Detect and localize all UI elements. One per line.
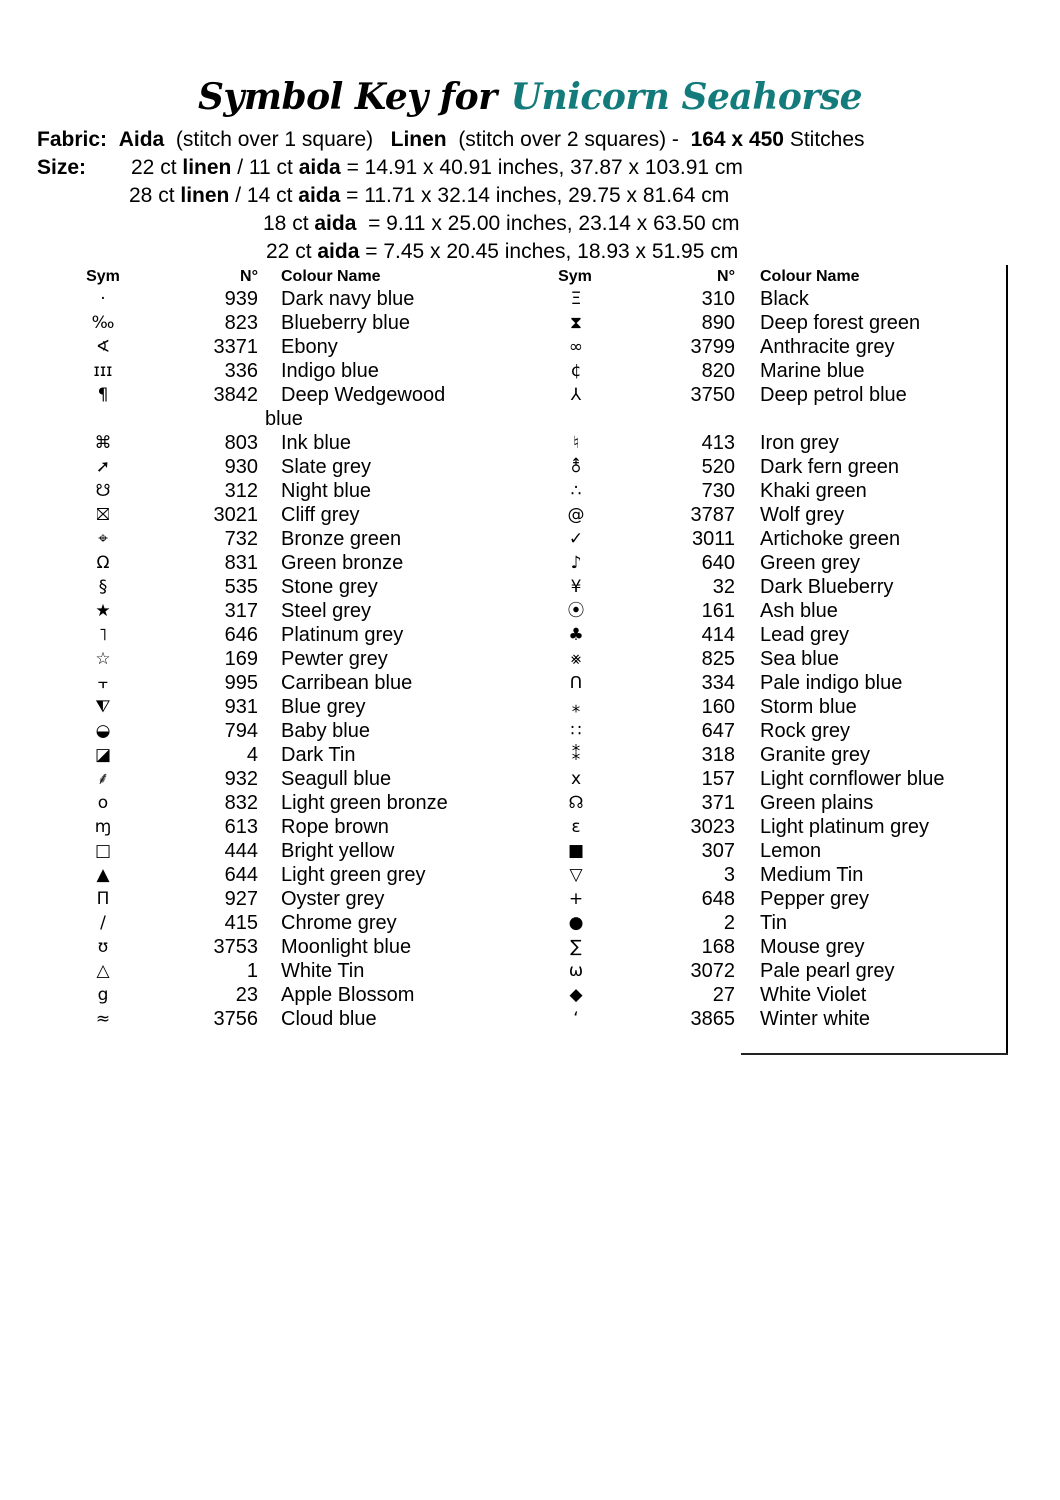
floss-number: 27 [712,984,735,1006]
colour-name: Deep forest green [760,312,921,334]
floss-number: 3865 [690,1008,735,1030]
symbol-row [0,911,1000,935]
floss-number: 3371 [213,336,258,358]
symbol-row [0,527,1000,551]
size-text: 28 ct [129,184,181,207]
floss-number: 3021 [213,504,258,526]
symbol-row [0,647,1000,671]
colour-name: Dark Blueberry [760,576,894,598]
stitch-symbol-icon: ⧨ [95,697,111,717]
floss-number: 3753 [213,936,258,958]
stitch-symbol-icon: ⛝ [96,505,110,525]
header-num: N° [717,268,735,285]
header-sym: Sym [558,268,592,285]
floss-number: 160 [701,696,735,718]
size-fabric: linen [182,156,232,179]
floss-number: 732 [224,528,258,550]
symbol-row [0,959,1000,983]
colour-name: Pale pearl grey [760,960,895,982]
fabric-linen: Linen [390,128,447,151]
colour-name: Tin [760,912,788,934]
floss-number: 3756 [213,1008,258,1030]
colour-name: Dark Tin [281,744,356,766]
floss-number: 640 [701,552,735,574]
header-colour-name: Colour Name [281,268,381,285]
stitch-symbol-icon: Ω [96,553,110,573]
stitch-symbol-icon: ☊ [568,793,584,813]
colour-name: White Violet [760,984,867,1006]
size-fabric: aida [317,240,360,263]
colour-name: Green plains [760,792,874,814]
size-line-3 [263,210,740,238]
floss-number: 3 [723,864,735,886]
floss-number: 520 [701,456,735,478]
floss-number: 168 [701,936,735,958]
stitch-symbol-icon: ■ [567,841,585,861]
fabric-aida-note: (stitch over 1 square) [175,128,374,151]
stitch-symbol-icon: ⁎ [571,697,581,717]
stitch-symbol-icon: ⚨ [568,457,584,477]
colour-name: Carribean blue [281,672,413,694]
colour-name: Marine blue [760,360,865,382]
stitch-symbol-icon: ∑ [570,937,582,957]
symbol-row [0,767,1000,791]
stitch-symbol-icon: ♪ [570,553,582,573]
colour-name: Seagull blue [281,768,392,790]
colour-name: Light cornflower blue [760,768,945,790]
stitch-symbol-icon: ʊ [97,937,109,957]
colour-name: Artichoke green [760,528,901,550]
colour-name: Dark navy blue [281,288,415,310]
colour-name: Chrome grey [281,912,397,934]
colour-name: Pepper grey [760,888,869,910]
stitch-symbol-icon: ◒ [95,721,111,741]
colour-name: Green bronze [281,552,404,574]
stitch-symbol-icon: ▽ [569,865,583,885]
colour-name: Dark fern green [760,456,899,478]
stitch-symbol-icon: ʻ [573,1009,579,1029]
page-title [0,76,1060,118]
size-line-2 [129,182,729,210]
size-fabric: linen [180,184,230,207]
floss-number: 32 [712,576,735,598]
table-header [0,266,1000,287]
colour-name: Khaki green [760,480,867,502]
size-text: 18 ct [263,212,315,235]
floss-number: 820 [701,360,735,382]
stitch-symbol-icon: ⅄ [570,385,582,405]
colour-name: Deep Wedgewood [281,384,446,406]
fabric-line [37,126,865,154]
symbol-row [0,383,1000,431]
colour-name: Mouse grey [760,936,865,958]
symbol-row [0,455,1000,479]
colour-name: Light green bronze [281,792,448,814]
floss-number: 648 [701,888,735,910]
floss-number: 535 [224,576,258,598]
stitch-symbol-icon: ɛ [571,817,581,837]
stitch-symbol-icon: ¥ [570,577,582,597]
symbol-row [0,983,1000,1007]
symbol-row [0,1007,1000,1031]
stitch-symbol-icon: ≈ [95,1009,111,1029]
stitch-symbol-icon: ∞ [568,337,584,357]
fabric-aida: Aida [118,128,165,151]
stitch-symbol-icon: ⸙ [96,769,110,789]
colour-name: Winter white [760,1008,871,1030]
symbol-row [0,935,1000,959]
floss-number: 371 [701,792,735,814]
floss-number: 939 [224,288,258,310]
floss-number: 794 [224,720,258,742]
size-fabric: aida [314,212,357,235]
colour-name: White Tin [281,960,365,982]
floss-number: 927 [224,888,258,910]
colour-name: Apple Blossom [281,984,415,1006]
colour-name: Blueberry blue [281,312,410,334]
floss-number: 444 [224,840,258,862]
stitch-symbol-icon: ♮ [572,433,580,453]
colour-name: Baby blue [281,720,370,742]
colour-name: Pewter grey [281,648,388,670]
floss-number: 3842 [213,384,258,406]
floss-number: 23 [235,984,258,1006]
stitch-symbol-icon: + [568,889,584,909]
colour-name: Cliff grey [281,504,360,526]
size-line-1 [131,154,743,182]
colour-name: Anthracite grey [760,336,895,358]
colour-name-continued: blue [265,408,303,430]
size-line-4 [266,238,738,266]
colour-name: Medium Tin [760,864,864,886]
colour-name: Platinum grey [281,624,404,646]
size-text: / 11 ct [231,156,299,179]
stitch-symbol-icon: ∴ [570,481,582,501]
stitch-symbol-icon: Ξ [570,289,582,309]
size-dimensions: = 11.71 x 32.14 inches, 29.75 x 81.64 cm [340,184,730,207]
stitch-symbol-icon: ◪ [94,745,112,765]
stitch-symbol-icon: ✓ [568,529,584,549]
header-sym: Sym [86,268,120,285]
floss-number: 312 [224,480,258,502]
colour-name: Night blue [281,480,372,502]
stitch-symbol-icon: ⌘ [94,433,112,453]
header-colour-name: Colour Name [760,268,860,285]
colour-name: Indigo blue [281,360,379,382]
colour-name: Storm blue [760,696,857,718]
floss-number: 310 [701,288,735,310]
stitch-symbol-icon: ♣ [568,625,584,645]
stitch-symbol-icon: ‰ [91,313,115,333]
floss-number: 730 [701,480,735,502]
stitch-symbol-icon: ◆ [569,985,583,1005]
floss-number: 3011 [691,528,735,550]
symbol-row [0,791,1000,815]
floss-number: 646 [224,624,258,646]
colour-name: Steel grey [281,600,372,622]
colour-name: Light platinum grey [760,816,929,838]
stitch-symbol-icon: ɪɪɪ [93,361,113,381]
symbol-row [0,503,1000,527]
symbol-row [0,863,1000,887]
floss-number: 831 [224,552,258,574]
floss-number: 890 [701,312,735,334]
floss-number: 317 [224,600,258,622]
colour-name: Bright yellow [281,840,395,862]
colour-name: Rock grey [760,720,851,742]
stitch-symbol-icon: □ [94,841,112,861]
symbol-row [0,719,1000,743]
stitch-symbol-icon: △ [96,961,110,981]
floss-number: 995 [224,672,258,694]
colour-name: Ash blue [760,600,838,622]
floss-number: 930 [224,456,258,478]
floss-number: 803 [224,432,258,454]
colour-name: Sea blue [760,648,839,670]
table-border-bottom [741,1053,1008,1055]
size-fabric: aida [298,184,341,207]
stitch-symbol-icon: § [98,577,108,597]
size-text: 22 ct [266,240,318,263]
symbol-row [0,335,1000,359]
fabric-label: Fabric: [37,128,108,151]
size-dimensions: = 9.11 x 25.00 inches, 23.14 x 63.50 cm [356,212,740,235]
stitch-symbol-icon: ∢ [95,337,111,357]
symbol-row [0,359,1000,383]
colour-name: Oyster grey [281,888,385,910]
symbol-row [0,551,1000,575]
floss-number: 4 [246,744,258,766]
stitch-count: 164 x 450 [690,128,784,151]
stitch-symbol-icon: ⫟ [97,673,109,693]
stitch-symbol-icon: ˥ [98,625,108,645]
symbol-row [0,575,1000,599]
stitch-symbol-icon: o [97,793,109,813]
stitch-symbol-icon: · [100,289,106,309]
stitch-symbol-icon: ⨳ [570,649,582,669]
stitch-symbol-icon: ⦿ [567,601,585,621]
colour-name: Slate grey [281,456,372,478]
floss-number: 161 [701,600,735,622]
stitch-symbol-icon: ☋ [95,481,111,501]
symbol-row [0,311,1000,335]
symbol-row [0,287,1000,311]
stitch-symbol-icon: @ [567,505,585,525]
fabric-linen-note: (stitch over 2 squares) - [458,128,679,151]
title-prefix: Symbol Key for [197,76,497,118]
colour-name: Deep petrol blue [760,384,907,406]
colour-name: Stone grey [281,576,378,598]
size-fabric: aida [298,156,341,179]
symbol-row [0,479,1000,503]
symbol-row [0,839,1000,863]
colour-name: Cloud blue [281,1008,377,1030]
floss-number: 1 [246,960,258,982]
floss-number: 414 [701,624,735,646]
symbol-row [0,623,1000,647]
colour-name: Rope brown [281,816,389,838]
floss-number: 3799 [690,336,735,358]
floss-number: 157 [701,768,735,790]
floss-number: 413 [701,432,735,454]
colour-name: Wolf grey [760,504,845,526]
floss-number: 169 [224,648,258,670]
symbol-row [0,743,1000,767]
colour-name: Light green grey [281,864,426,886]
size-label: Size: [37,156,87,179]
size-text: 22 ct [131,156,183,179]
size-text: / 14 ct [229,184,299,207]
stitch-symbol-icon: ⧗ [570,313,582,333]
pattern-name: Unicorn Seahorse [510,76,863,118]
floss-number: 832 [224,792,258,814]
size-dimensions: = 14.91 x 40.91 inches, 37.87 x 103.91 cm [340,156,743,179]
floss-number: 613 [224,816,258,838]
floss-number: 647 [701,720,735,742]
stitch-symbol-icon: ⁑ [571,745,581,765]
stitch-symbol-icon: x [570,769,582,789]
symbol-row [0,599,1000,623]
colour-name: Moonlight blue [281,936,412,958]
stitch-symbol-icon: ★ [95,601,111,621]
table-border-right [1006,265,1008,1055]
colour-name: Green grey [760,552,861,574]
colour-name: Granite grey [760,744,871,766]
stitch-symbol-icon: g [97,985,109,1005]
header-num: N° [240,268,258,285]
floss-number: 825 [701,648,735,670]
floss-number: 644 [224,864,258,886]
stitch-symbol-icon: ☆ [95,649,111,669]
floss-number: 3072 [690,960,735,982]
stitch-symbol-icon: ▲ [96,865,110,885]
stitch-symbol-icon: Π [96,889,110,909]
floss-number: 823 [224,312,258,334]
colour-name: Black [760,288,809,310]
floss-number: 931 [224,696,258,718]
colour-name: Ink blue [281,432,352,454]
stitch-symbol-icon: ¢ [570,361,582,381]
stitch-symbol-icon: ➚ [95,457,111,477]
stitch-symbol-icon: ∷ [570,721,582,741]
floss-number: 932 [224,768,258,790]
stitch-symbol-icon: ω [568,961,584,981]
stitch-symbol-icon: ● [568,913,584,933]
symbol-row [0,431,1000,455]
symbol-row [0,695,1000,719]
symbol-row [0,887,1000,911]
floss-number: 3787 [690,504,735,526]
stitch-symbol-icon: ⌖ [98,529,108,549]
floss-number: 3750 [690,384,735,406]
floss-number: 415 [224,912,258,934]
floss-number: 334 [701,672,735,694]
symbol-row [0,671,1000,695]
colour-name: Blue grey [281,696,366,718]
floss-number: 2 [723,912,735,934]
colour-name: Lead grey [760,624,849,646]
floss-number: 336 [224,360,258,382]
colour-name: Bronze green [281,528,402,550]
floss-number: 318 [701,744,735,766]
stitch-symbol-icon: / [100,913,106,933]
stitch-symbol-icon: ᑎ [569,673,583,693]
size-dimensions: = 7.45 x 20.45 inches, 18.93 x 51.95 cm [359,240,739,263]
colour-name: Iron grey [760,432,839,454]
colour-name: Lemon [760,840,822,862]
floss-number: 307 [701,840,735,862]
symbol-row [0,815,1000,839]
stitches-word: Stitches [789,128,865,151]
colour-name: Ebony [281,336,338,358]
stitch-symbol-icon: ¶ [97,385,109,405]
symbol-table-right [0,266,1000,1031]
colour-name: Pale indigo blue [760,672,903,694]
floss-number: 3023 [690,816,735,838]
stitch-symbol-icon: ɱ [94,817,112,837]
